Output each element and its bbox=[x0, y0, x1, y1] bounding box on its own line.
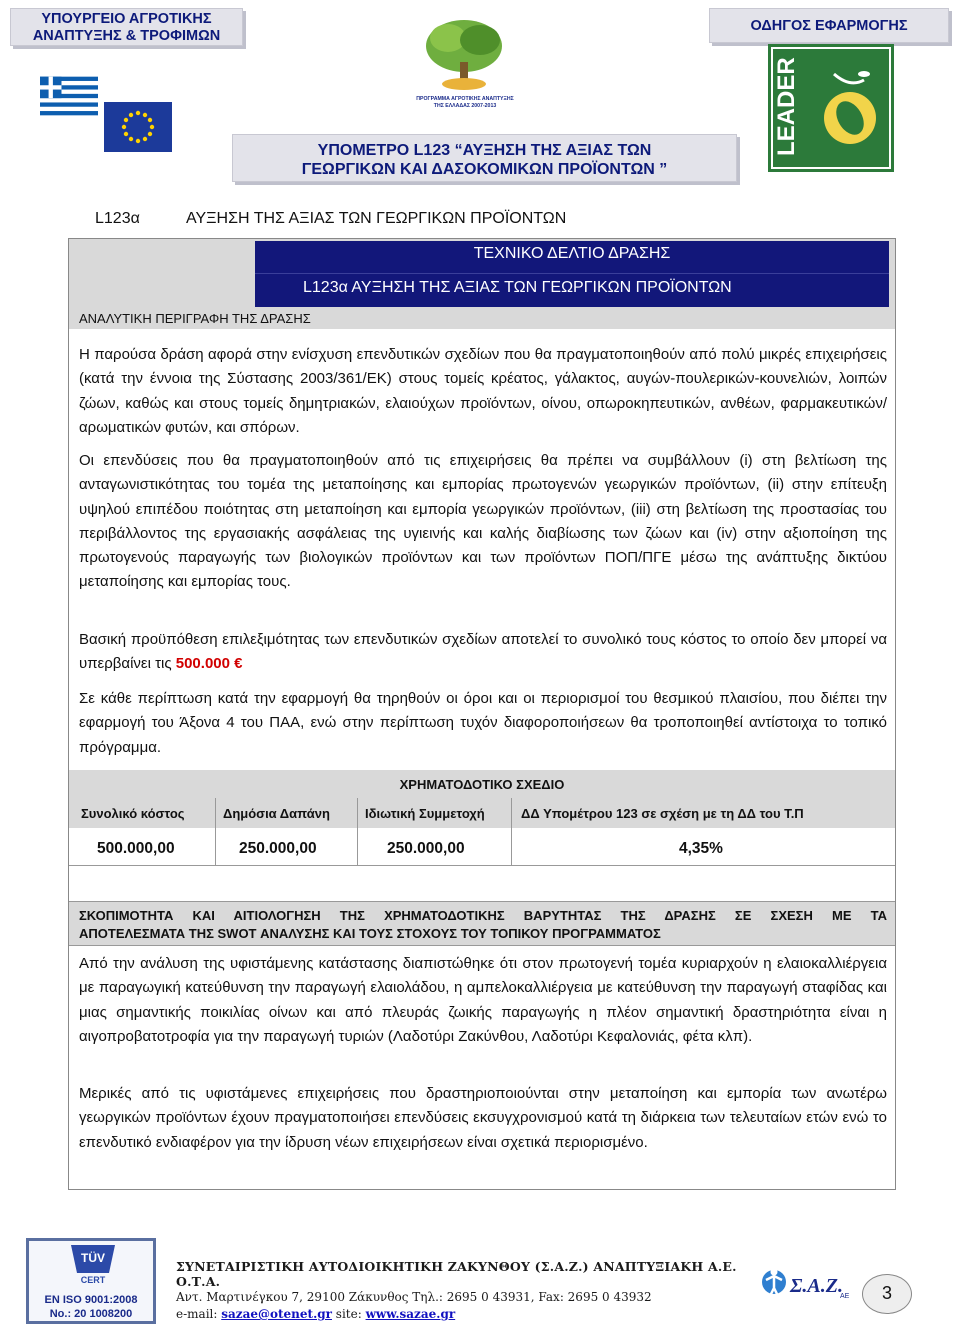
paragraph-scope: Η παρούσα δράση αφορά στην ενίσχυση επενδυτικών σχεδίων που θα πραγματοποιηθούν από πολύ μικρές επιχειρήσεις (κατά την έννοια της Σύστασης 2003/361/ΕΚ) στους τομείς κρέατος, γάλακτος, αυγών-πουλερικών-κουνελιών, λοιπών ζώων, καθώς και στους τομείς δημητριακών, ελαιούχων προϊόντων, οίνου, οπωροκηπευτικών, ανθέων, φαρμακευτικών/ αρωματικών φυτών, και σπόρων. bbox=[79, 346, 887, 436]
column-divider bbox=[511, 798, 512, 866]
sheet-header-band bbox=[69, 239, 895, 329]
value-total-cost: 500.000,00 bbox=[97, 840, 175, 857]
ministry-header bbox=[10, 8, 243, 46]
justification-heading-line-1: ΣΚΟΠΙΜΟΤΗΤΑ ΚΑΙ ΑΙΤΙΟΛΟΓΗΣΗ ΤΗΣ ΧΡΗΜΑΤΟΔΟΤΙΚΗΣ ΒΑΡΥΤΗΤΑΣ ΤΗΣ ΔΡΑΣΗΣ ΣΕ ΣΧΕΣΗ ΜΕ ΤΑ bbox=[79, 908, 887, 923]
paragraph-analysis: Από την ανάλυση της υφιστάμενης κατάστασης διαπιστώθηκε ότι στον πρωτογενή τομέα κυριαρχούν η ελαιοκαλλιέργεια με παραγωγική κατεύθυνση την παραγωγή ελαιολάδου, η αμπελοκαλλιέργεια με κατεύθυνση την παραγωγή σταφίδας και μιας σημαντικής ποικιλίας οίνων και από πλευράς ζωικής παραγωγής η πλέον σημαντική δραστηριότητα είναι η αιγοπροβατοτροφία για την παραγωγή τυριών (Λαδοτύρι Ζακύνθου, Λαδοτύρι Κεφαλονιάς, φέτα κλπ). bbox=[79, 955, 887, 1045]
value-submeasure-share: 4,35% bbox=[679, 840, 723, 857]
measure-line-1: ΥΠΟΜΕΤΡΟ L123 “ΑΥΞΗΣΗ ΤΗΣ ΑΞΙΑΣ ΤΩΝ bbox=[317, 142, 652, 159]
paragraph-existing-businesses: Μερικές από τις υφιστάμενες επιχειρήσεις που δραστηριοποιούνται στην μεταποίηση και εμπορία των ανωτέρω γεωργικών προϊόντων έχουν πραγματοποιήσει επενδύσεις εκσυγχρονισμού κατά τη διάρκεια των τελευταίων ετών ενώ το επενδυτικό ενδιαφέρον για την ίδρυση νέων επιχειρήσεων είναι σχετικά περιορισμένο. bbox=[79, 1085, 887, 1151]
program-logo-line-2: ΤΗΣ ΕΛΛΑΔΑΣ 2007-2013 bbox=[433, 103, 497, 109]
company-address: Αντ. Μαρτινέγκου 7, 29100 Ζάκυνθος Τηλ.: 2695 0 43931, Fax: 2695 0 43932 bbox=[176, 1290, 652, 1304]
sheet-title-divider bbox=[255, 273, 889, 274]
column-divider bbox=[215, 798, 216, 866]
site-label: site: bbox=[331, 1307, 366, 1321]
header-private-contribution: Ιδιωτική Συμμετοχή bbox=[365, 806, 485, 821]
section-title: ΑΥΞΗΣΗ ΤΗΣ ΑΞΙΑΣ ΤΩΝ ΓΕΩΡΓΙΚΩΝ ΠΡΟΪΟΝΤΩΝ bbox=[186, 210, 567, 227]
saz-logo-suffix: ΑΕ bbox=[840, 1293, 850, 1300]
site-link[interactable]: www.sazae.gr bbox=[365, 1307, 456, 1321]
spacer-row bbox=[69, 866, 895, 902]
leader-logo-text: LEADER bbox=[773, 57, 800, 156]
paragraph-investments: Οι επενδύσεις που θα πραγματοποιηθούν από τις επιχειρήσεις θα πρέπει να συμβάλλουν (i) στη βελτίωση της ανταγωνιστικότητας του τομέα της μεταποίησης και εμπορίας πρωτογενών γεωργικών προϊόντων, (ii) στην επίτευξη υψηλού επιπέδου ποιότητας στη μεταποίηση και εμπορία γεωργικών προϊόντων, (iii) στη βελτίωση της προστασίας του περιβάλλοντος της εργασιακής ασφάλειας της υγιεινής και καλής διαβίωσης των ζώων και (iv) στην αξιοποίηση της πρωτογενούς παραγωγής των βιολογικών προϊόντων και των προϊόντων ΠΟΠ/ΠΓΕ μέσω της ανάπτυξης δικτύου μεταποίησης και εμπορίας τους. bbox=[79, 452, 887, 591]
page-number: 3 bbox=[862, 1274, 912, 1314]
financial-header-row bbox=[69, 798, 895, 828]
value-public-expense: 250.000,00 bbox=[239, 840, 317, 857]
financial-plan-title: ΧΡΗΜΑΤΟΔΟΤΙΚΟ ΣΧΕΔΙΟ bbox=[69, 770, 895, 798]
company-name: ΣΥΝΕΤΑΙΡΙΣΤΙΚΗ ΑΥΤΟΔΙΟΙΚΗΤΙΚΗ ΖΑΚΥΝΘΟΥ (Σ.Α.Ζ.) ΑΝΑΠΤΥΞΙΑΚΗ Α.Ε. Ο.Τ.Α. bbox=[176, 1259, 737, 1289]
tuv-certification-badge bbox=[26, 1238, 156, 1324]
analysis-label: ΑΝΑΛΥΤΙΚΗ ΠΕΡΙΓΡΑΦΗ ΤΗΣ ΔΡΑΣΗΣ bbox=[79, 311, 311, 326]
column-divider bbox=[357, 798, 358, 866]
sheet-title: ΤΕΧΝΙΚΟ ΔΕΛΤΙΟ ΔΡΑΣΗΣ bbox=[473, 245, 671, 262]
eu-flag-icon bbox=[104, 102, 172, 152]
saz-logo-text: Σ.Α.Ζ. bbox=[790, 1275, 843, 1297]
section-code: L123α bbox=[95, 210, 140, 227]
justification-heading-line-2: ΑΠΟΤΕΛΕΣΜΑΤΑ ΤΗΣ SWOT ΑΝΑΛΥΣΗΣ ΚΑΙ ΤΟΥΣ ΣΤΟΧΟΥΣ ΤΟΥ ΤΟΠΙΚΟΥ ΠΡΟΓΡΑΜΜΑΤΟΣ bbox=[79, 926, 661, 941]
paragraph-eligibility bbox=[79, 628, 887, 677]
eligibility-text: Βασική προϋπόθεση επιλεξιμότητας των επενδυτικών σχεδίων αποτελεί το συνολικό τους κόστος το οποίο δεν μπορεί να υπερβαίνει τις bbox=[79, 631, 887, 673]
header-total-cost: Συνολικό κόστος bbox=[81, 806, 185, 821]
tuv-sub: CERT bbox=[80, 1275, 106, 1285]
greek-flag-icon bbox=[40, 74, 98, 118]
rural-development-program-logo bbox=[414, 8, 516, 120]
measure-header bbox=[232, 134, 737, 182]
financial-plan-table bbox=[69, 770, 895, 866]
ministry-line-2: ΑΝΑΠΤΥΞΗΣ & ΤΡΟΦΙΜΩΝ bbox=[32, 28, 221, 44]
tuv-brand: TÜV bbox=[81, 1251, 105, 1265]
justification-heading bbox=[79, 907, 887, 943]
email-label: e-mail: bbox=[176, 1307, 222, 1321]
saz-logo bbox=[760, 1254, 852, 1310]
header-public-expense: Δημόσια Δαπάνη bbox=[223, 806, 330, 821]
eligibility-amount: 500.000 € bbox=[175, 655, 243, 673]
sheet-title-block bbox=[255, 241, 889, 307]
iso-number: No.: 20 1008200 bbox=[49, 1308, 133, 1320]
value-private-contribution: 250.000,00 bbox=[387, 840, 465, 857]
sheet-subtitle: L123α ΑΥΞΗΣΗ ΤΗΣ ΑΞΙΑΣ ΤΩΝ ΓΕΩΡΓΙΚΩΝ ΠΡΟΪΟΝΤΩΝ bbox=[303, 279, 732, 296]
program-logo-line-1: ΠΡΟΓΡΑΜΜΑ ΑΓΡΟΤΙΚΗΣ ΑΝΑΠΤΥΞΗΣ bbox=[416, 96, 514, 102]
tuv-cert-icon bbox=[65, 1243, 121, 1287]
technical-sheet bbox=[68, 238, 896, 1190]
paragraph-framework: Σε κάθε περίπτωση κατά την εφαρμογή θα τηρηθούν οι όροι και οι περιορισμοί του θεσμικού πλαισίου, που διέπει την εφαρμογή του Άξονα 4 του ΠΑΑ, ενώ στην περίπτωση τυχόν διαφοροποιήσεων θα τροποποιηθεί αντίστοιχα το τοπικό πρόγραμμα. bbox=[79, 690, 887, 756]
leader-logo bbox=[768, 44, 894, 172]
financial-values-row bbox=[69, 828, 895, 866]
iso-certificate bbox=[29, 1293, 153, 1321]
measure-line-2: ΓΕΩΡΓΙΚΩΝ ΚΑΙ ΔΑΣΟΚΟΜΙΚΩΝ ΠΡΟΪΟΝΤΩΝ ” bbox=[301, 161, 668, 178]
guide-header: ΟΔΗΓΟΣ ΕΦΑΡΜΟΓΗΣ bbox=[709, 8, 949, 43]
ministry-line-1: ΥΠΟΥΡΓΕΙΟ ΑΓΡΟΤΙΚΗΣ bbox=[41, 11, 212, 27]
justification-heading-band bbox=[69, 902, 895, 946]
iso-standard: EN ISO 9001:2008 bbox=[44, 1294, 138, 1306]
footer-contact bbox=[176, 1259, 776, 1323]
company-web bbox=[176, 1306, 776, 1323]
email-link[interactable]: sazae@otenet.gr bbox=[221, 1307, 332, 1321]
header-submeasure-share: ΔΔ Υπομέτρου 123 σε σχέση με τη ΔΔ του Τ.Π bbox=[521, 806, 804, 821]
